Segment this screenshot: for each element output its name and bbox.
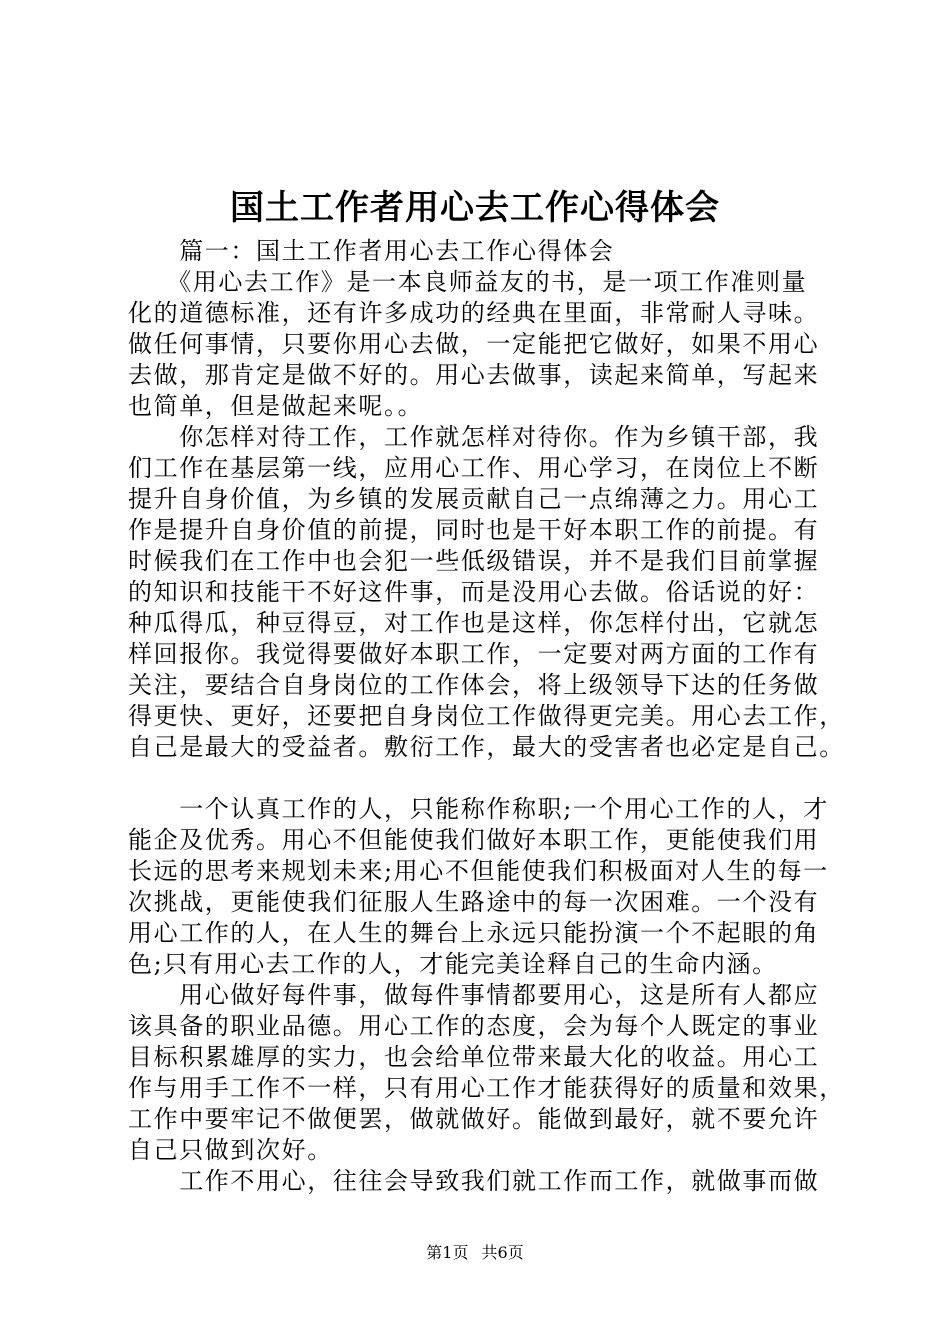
body-line: 《用心去工作》是一本良师益友的书，是一项工作准则量 [128,268,808,296]
body-line: 你怎样对待工作，工作就怎样对待你。作为乡镇干部，我 [128,423,820,451]
body-line: 该具备的职业品德。用心工作的态度，会为每个人既定的事业 [128,1012,820,1040]
body-line: 能企及优秀。用心不但能使我们做好本职工作，更能使我们用 [128,826,820,854]
body-line: 关注，要结合自身岗位的工作体会，将上级领导下达的任务做 [128,671,820,699]
body-line: 次挑战，更能使我们征服人生路途中的每一次困难。一个没有 [128,888,820,916]
paragraph-gap [128,763,828,794]
document-body [128,236,845,1197]
body-line: 得更快、更好，还要把自身岗位工作做得更完美。用心去工作， [128,702,845,730]
body-line: 用心做好每件事，做每件事情都要用心，这是所有人都应 [128,981,820,1009]
body-line: 篇一：国土工作者用心去工作心得体会 [128,237,615,265]
body-line: 长远的思考来规划未来;用心不但能使我们积极面对人生的每一 [128,857,829,885]
body-line: 工作不用心，往往会导致我们就工作而工作，就做事而做 [128,1167,820,1195]
body-line: 一个认真工作的人，只能称作称职;一个用心工作的人，才 [128,795,829,823]
body-line: 作与用手工作不一样，只有用心工作才能获得好的质量和效果， [128,1074,845,1102]
body-line: 工作中要牢记不做便罢，做就做好。能做到最好，就不要允许 [128,1105,820,1133]
page-footer: 第1页 共6页 [426,1243,524,1262]
document-title: 国土工作者用心去工作心得体会 [230,188,720,228]
body-line: 自己只做到次好。 [128,1136,333,1164]
body-line: 的知识和技能干不好这件事，而是没用心去做。俗话说的好： [128,578,820,606]
body-line: 自己是最大的受益者。敷衍工作，最大的受害者也必定是自己。 [128,733,845,761]
body-line: 时候我们在工作中也会犯一些低级错误，并不是我们目前掌握 [128,547,820,575]
body-line: 目标积累雄厚的实力，也会给单位带来最大化的收益。用心工 [128,1043,820,1071]
body-line: 们工作在基层第一线，应用心工作、用心学习，在岗位上不断 [128,454,820,482]
body-line: 样回报你。我觉得要做好本职工作，一定要对两方面的工作有 [128,640,820,668]
body-line: 去做，那肯定是做不好的。用心去做事，读起来简单，写起来 [128,361,820,389]
body-line: 提升自身价值，为乡镇的发展贡献自己一点绵薄之力。用心工 [128,485,820,513]
body-line: 种瓜得瓜，种豆得豆，对工作也是这样，你怎样付出，它就怎 [128,609,820,637]
body-line: 用心工作的人，在人生的舞台上永远只能扮演一个不起眼的角 [128,919,820,947]
body-line: 做任何事情，只要你用心去做，一定能把它做好，如果不用心 [128,330,820,358]
body-line: 作是提升自身价值的前提，同时也是干好本职工作的前提。有 [128,516,820,544]
body-line: 色;只有用心去工作的人，才能完美诠释自己的生命内涵。 [128,950,778,978]
body-line: 也简单，但是做起来呢。。 [128,392,424,420]
body-line: 化的道德标准，还有许多成功的经典在里面，非常耐人寻味。 [128,299,820,327]
